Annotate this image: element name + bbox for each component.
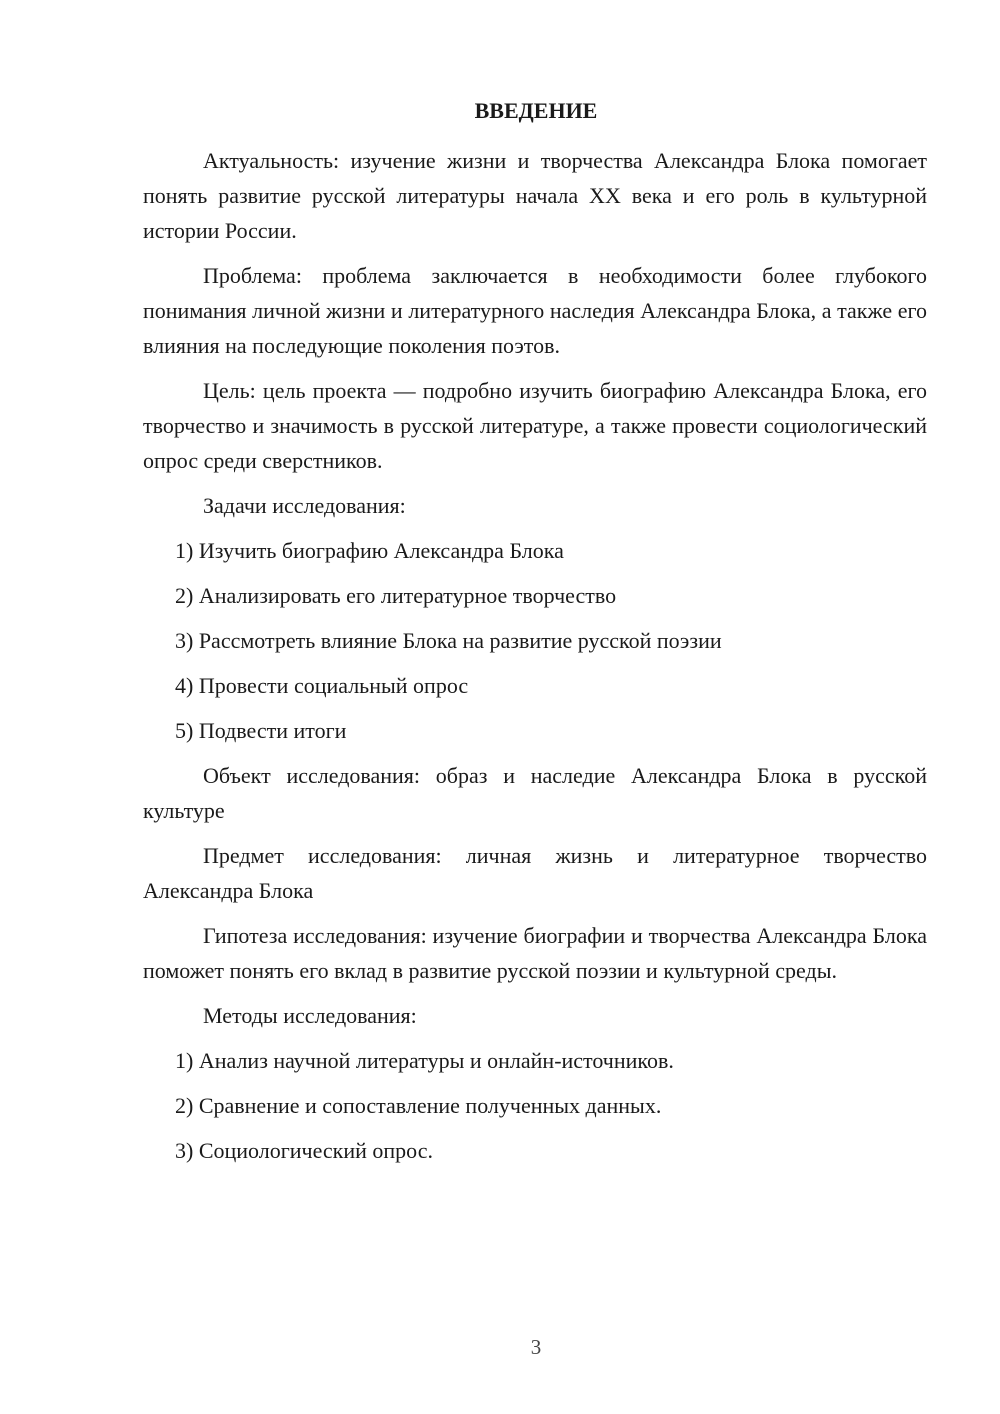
list-item: 2) Сравнение и сопоставление полученных данных.	[175, 1093, 662, 1118]
tasks-list	[143, 533, 927, 748]
list-item: 4) Провести социальный опрос	[175, 673, 469, 698]
page-title: ВВЕДЕНИЕ	[474, 98, 598, 123]
methods-heading: Методы исследования:	[203, 1003, 417, 1028]
problem-paragraph: Проблема: проблема заключается в необходимости более глубокого понимания личной жизни и литературного наследия Александра Блока, а также его влияния на последующие поколения поэтов.	[143, 263, 927, 358]
document-body	[143, 143, 927, 1178]
goal-paragraph: Цель: цель проекта — подробно изучить биографию Александра Блока, его творчество и значимость в русской литературе, а также провести социологический опрос среди сверстников.	[143, 378, 927, 473]
list-item: 2) Анализировать его литературное творчество	[175, 583, 617, 608]
tasks-heading: Задачи исследования:	[203, 493, 406, 518]
list-item: 5) Подвести итоги	[175, 718, 347, 743]
page-number: 3	[530, 1335, 542, 1359]
relevance-paragraph: Актуальность: изучение жизни и творчества Александра Блока помогает понять развитие русской литературы начала XX века и его роль в культурной истории России.	[143, 148, 927, 243]
methods-list	[143, 1043, 927, 1168]
hypothesis-paragraph: Гипотеза исследования: изучение биографии и творчества Александра Блока поможет понять его вклад в развитие русской поэзии и культурной среды.	[143, 923, 927, 983]
list-item: 3) Рассмотреть влияние Блока на развитие русской поэзии	[175, 628, 722, 653]
subject-paragraph: Предмет исследования: личная жизнь и литературное творчество Александра Блока	[143, 843, 927, 903]
list-item: 3) Социологический опрос.	[175, 1138, 433, 1163]
list-item: 1) Изучить биографию Александра Блока	[175, 538, 564, 563]
list-item: 1) Анализ научной литературы и онлайн-источников.	[175, 1048, 674, 1073]
object-paragraph: Объект исследования: образ и наследие Александра Блока в русской культуре	[143, 763, 927, 823]
